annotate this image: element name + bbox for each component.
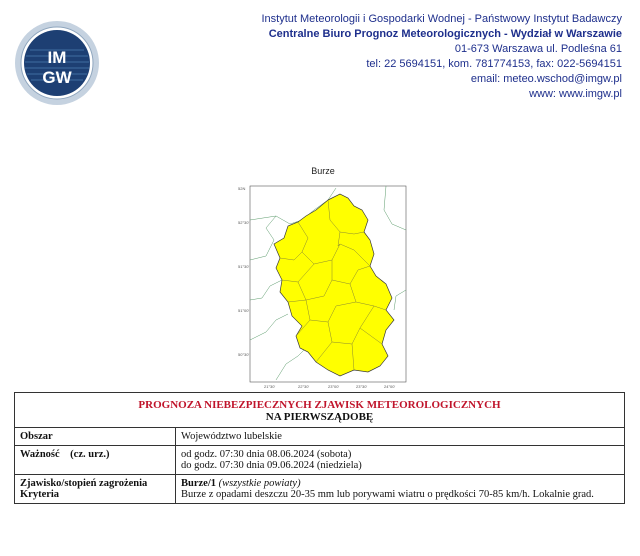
svg-text:21°30': 21°30' [264, 384, 276, 389]
phenomenon-label: Zjawisko/stopień zagrożenia [20, 478, 148, 489]
validity-unit: (cz. urz.) [70, 449, 110, 460]
phenomenon-value: Burze/1 [181, 478, 216, 489]
svg-text:50°30': 50°30' [238, 352, 250, 357]
validity-label: Ważność [20, 449, 60, 460]
criteria-label: Kryteria [20, 489, 60, 500]
validity-from: od godz. 07:30 dnia 08.06.2024 (sobota) [181, 449, 352, 460]
svg-text:23°30': 23°30' [356, 384, 368, 389]
header-email[interactable]: email: meteo.wschod@imgw.pl [470, 73, 622, 85]
area-row [15, 428, 625, 446]
svg-text:23°00': 23°00' [328, 384, 340, 389]
map-x-ticks [264, 384, 395, 389]
logo-text-top: IM [47, 48, 67, 67]
header-phone: tel: 22 5694151, kom. 781774153, fax: 022-5694151 [366, 58, 622, 70]
svg-text:22°30': 22°30' [298, 384, 310, 389]
warning-map [236, 164, 410, 390]
logo-text-bottom: GW [42, 68, 72, 87]
svg-text:52°30': 52°30' [238, 220, 250, 225]
svg-text:52N: 52N [238, 186, 246, 191]
validity-to: do godz. 07:30 dnia 09.06.2024 (niedziela) [181, 460, 362, 471]
area-label: Obszar [15, 428, 176, 446]
svg-text:51°30': 51°30' [238, 264, 250, 269]
forecast-subtitle: NA PIERWSZĄDOBĘ [265, 411, 374, 423]
imgw-logo [14, 20, 100, 106]
header-department: Centralne Biuro Prognoz Meteorologicznych - Wydział w Warszawie [268, 28, 622, 40]
header-website[interactable]: www: www.imgw.pl [529, 88, 622, 100]
header-institute: Instytut Meteorologii i Gospodarki Wodnej - Państwowy Instytut Badawczy [261, 13, 622, 25]
map-y-ticks [238, 186, 249, 357]
phenomenon-scope: (wszystkie powiaty) [218, 478, 301, 489]
forecast-table [14, 392, 625, 504]
forecast-title: PROGNOZA NIEBEZPIECZNYCH ZJAWISK METEOROLOGICZNYCH [138, 399, 501, 411]
forecast-title-row [15, 393, 625, 428]
criteria-value: Burze z opadami deszczu 20-35 mm lub porywami wiatru o prędkości 70-85 km/h. Lokalnie grad. [181, 489, 594, 500]
institution-header [261, 12, 622, 102]
phenomenon-row [15, 475, 625, 504]
map-canvas [236, 180, 410, 390]
validity-row [15, 446, 625, 475]
header-address: 01-673 Warszawa ul. Podleśna 61 [454, 43, 622, 55]
map-title: Burze [311, 166, 335, 176]
area-value: Województwo lubelskie [176, 428, 625, 446]
svg-text:51°00': 51°00' [238, 308, 250, 313]
svg-text:24°00': 24°00' [384, 384, 396, 389]
